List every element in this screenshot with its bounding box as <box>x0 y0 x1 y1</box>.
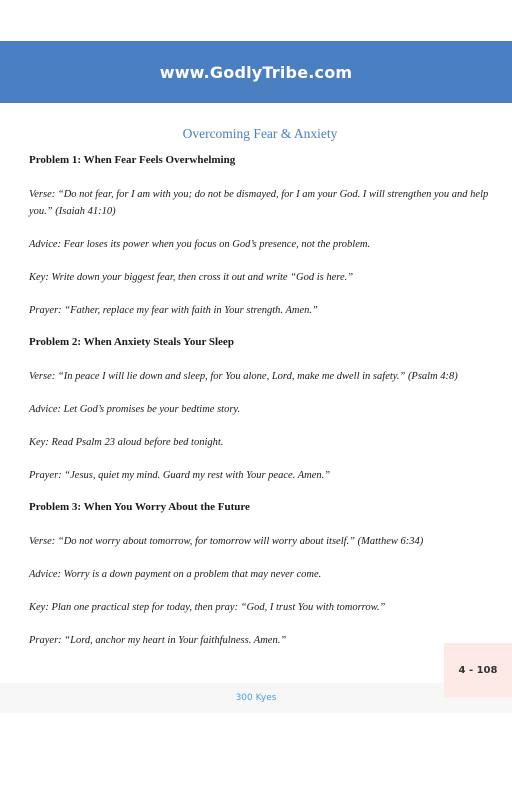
advice-text: Advice: Worry is a down payment on a problem that may never come. <box>29 569 322 580</box>
footer-bar <box>0 683 444 713</box>
footer-text: 300 Kyes <box>235 693 277 703</box>
key-text: Key: Write down your biggest fear, then cross it out and write “God is here.” <box>29 272 354 283</box>
site-header <box>0 41 512 103</box>
site-title: www.GodlyTribe.com <box>159 62 353 82</box>
problem-block <box>29 335 491 500</box>
page-indicator: 4 - 108 <box>444 643 512 697</box>
prayer-text: Prayer: “Lord, anchor my heart in Your faithfulness. Amen.” <box>29 635 287 646</box>
verse-text: Verse: “Do not worry about tomorrow, for tomorrow will worry about itself.” (Matthew 6:34) <box>29 536 424 547</box>
key-text: Key: Plan one practical step for today, then pray: “God, I trust You with tomorrow.” <box>29 602 386 613</box>
problem-block <box>29 500 491 649</box>
section-title: Overcoming Fear & Anxiety <box>182 126 338 141</box>
advice-text: Advice: Let God’s promises be your bedtime story. <box>29 404 241 415</box>
verse-text: Verse: “In peace I will lie down and sleep, for You alone, Lord, make me dwell in safety.” (Psalm 4:8) <box>29 371 458 382</box>
advice-text: Advice: Fear loses its power when you focus on God’s presence, not the problem. <box>29 239 371 250</box>
problem-heading: Problem 1: When Fear Feels Overwhelming <box>29 154 236 166</box>
page-content <box>29 126 491 649</box>
prayer-text: Prayer: “Jesus, quiet my mind. Guard my rest with Your peace. Amen.” <box>29 470 331 481</box>
footer-bar-extension <box>444 697 512 713</box>
problem-block <box>29 153 491 335</box>
prayer-text: Prayer: “Father, replace my fear with faith in Your strength. Amen.” <box>29 305 318 316</box>
key-text: Key: Read Psalm 23 aloud before bed tonight. <box>29 437 224 448</box>
problem-heading: Problem 2: When Anxiety Steals Your Sleep <box>29 336 234 348</box>
verse-text: Verse: “Do not fear, for I am with you; do not be dismayed, for I am your God. I will strengthen you and help you.” (Isaiah 41:10) <box>29 189 489 217</box>
problem-heading: Problem 3: When You Worry About the Future <box>29 501 250 513</box>
